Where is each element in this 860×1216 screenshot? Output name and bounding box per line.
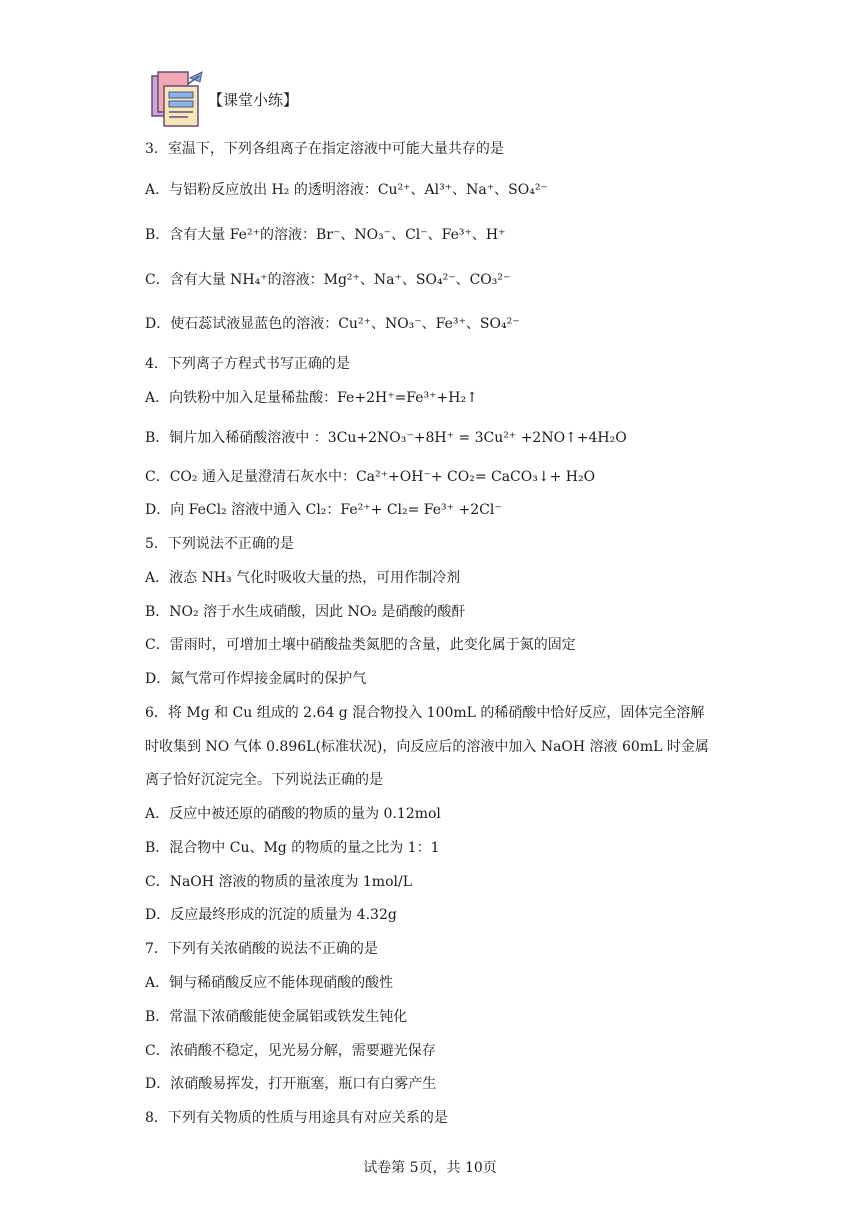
question-5-stem: 5．下列说法不正确的是 — [145, 536, 294, 552]
question-6-stem: 6．将 Mg 和 Cu 组成的 2.64 g 混合物投入 100mL 的稀硝酸中恰好反应，固体完全溶解 — [145, 705, 705, 721]
question-4-option-c: C．CO₂ 通入足量澄清石灰水中：Ca²⁺+OH⁻+ CO₂= CaCO₃↓+ H₂O — [145, 469, 596, 485]
question-7-stem: 7．下列有关浓硝酸的说法不正确的是 — [145, 941, 378, 957]
question-5-option-a: A．液态 NH₃ 气化时吸收大量的热，可用作制冷剂 — [145, 570, 461, 586]
question-5-option-b: B．NO₂ 溶于水生成硝酸，因此 NO₂ 是硝酸的酸酐 — [145, 604, 466, 620]
question-3-option-a: A．与铝粉反应放出 H₂ 的透明溶液：Cu²⁺、Al³⁺、Na⁺、SO₄²⁻ — [145, 182, 548, 198]
question-4-option-d: D．向 FeCl₂ 溶液中通入 Cl₂：Fe²⁺+ Cl₂= Fe³⁺ +2Cl⁻ — [145, 502, 502, 518]
question-6-option-b: B．混合物中 Cu、Mg 的物质的量之比为 1：1 — [145, 840, 440, 856]
question-7-option-a: A．铜与稀硝酸反应不能体现硝酸的酸性 — [145, 975, 394, 991]
question-6-stem-continued: 时收集到 NO 气体 0.896L(标准状况)，向反应后的溶液中加入 NaOH 溶液 60mL 时金属 — [145, 739, 709, 755]
question-4-option-a: A．向铁粉中加入足量稀盐酸：Fe+2H⁺=Fe³⁺+H₂↑ — [145, 390, 478, 406]
question-4-stem: 4．下列离子方程式书写正确的是 — [145, 356, 350, 372]
question-6-option-a: A．反应中被还原的硝酸的物质的量为 0.12mol — [145, 806, 441, 822]
question-7-option-c: C．浓硝酸不稳定，见光易分解，需要避光保存 — [145, 1043, 436, 1059]
question-3-option-b: B．含有大量 Fe²⁺的溶液：Br⁻、NO₃⁻、Cl⁻、Fe³⁺、H⁺ — [145, 227, 506, 243]
question-6-option-c: C．NaOH 溶液的物质的量浓度为 1mol/L — [145, 874, 412, 890]
question-5-option-d: D．氮气常可作焊接金属时的保护气 — [145, 671, 367, 687]
question-3-stem: 3．室温下，下列各组离子在指定溶液中可能大量共存的是 — [145, 141, 504, 157]
question-3-option-c: C．含有大量 NH₄⁺的溶液：Mg²⁺、Na⁺、SO₄²⁻、CO₃²⁻ — [145, 272, 511, 288]
question-8-stem: 8．下列有关物质的性质与用途具有对应关系的是 — [145, 1110, 448, 1126]
notebook-document-icon — [150, 70, 206, 128]
question-5-option-c: C．雷雨时，可增加土壤中硝酸盐类氮肥的含量，此变化属于氮的固定 — [145, 637, 576, 653]
question-7-option-b: B．常温下浓硝酸能使金属铝或铁发生钝化 — [145, 1009, 408, 1025]
question-6-option-d: D．反应最终形成的沉淀的质量为 4.32g — [145, 907, 397, 923]
question-4-option-b: B．铜片加入稀硝酸溶液中 ：3Cu+2NO₃⁻+8H⁺ = 3Cu²⁺ +2NO↑+4H₂O — [145, 430, 627, 446]
question-6-stem-continued: 离子恰好沉淀完全。下列说法正确的是 — [145, 772, 383, 788]
question-7-option-d: D．浓硝酸易挥发，打开瓶塞，瓶口有白雾产生 — [145, 1076, 437, 1092]
question-3-option-d: D．使石蕊试液显蓝色的溶液：Cu²⁺、NO₃⁻、Fe³⁺、SO₄²⁻ — [145, 316, 520, 332]
page-footer: 试卷第 5页，共 10页 — [363, 1160, 497, 1176]
section-title: 【课堂小练】 — [208, 91, 299, 109]
